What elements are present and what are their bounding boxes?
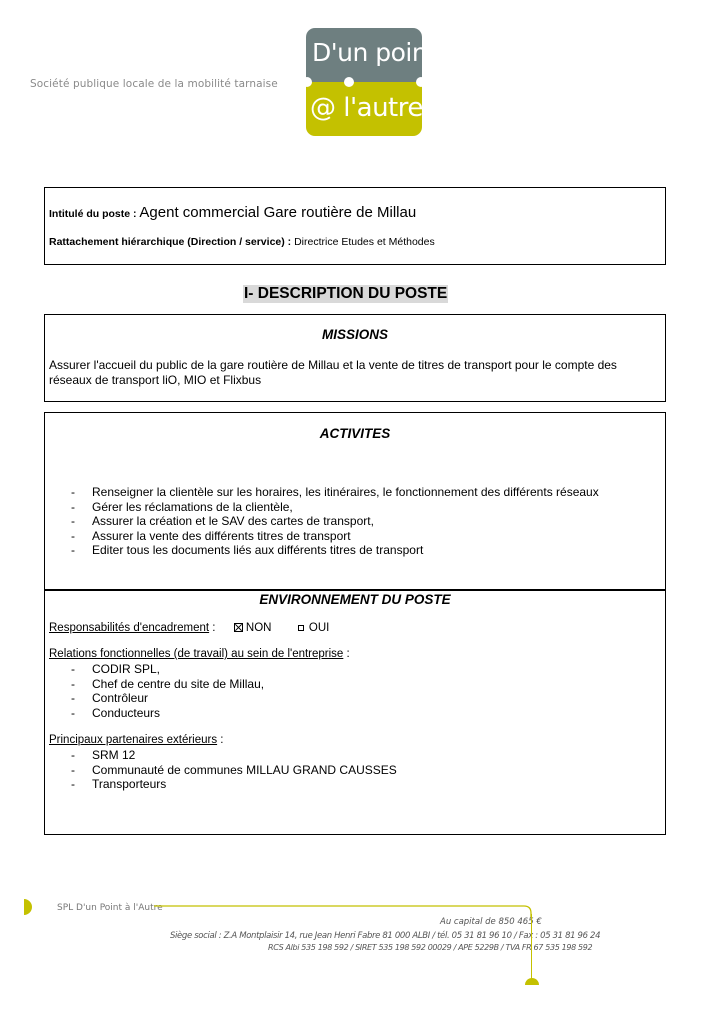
oui-label: OUI (308, 622, 330, 634)
logo-notch-left (302, 77, 312, 87)
relations-heading: Relations fonctionnelles (de travail) au sein de l'entreprise : (49, 648, 350, 660)
footer-vertical-rule (531, 914, 532, 980)
company-logo (306, 28, 437, 136)
job-attachment-label: Rattachement hiérarchique (Direction / service) : (49, 236, 295, 248)
job-attachment-line (49, 236, 435, 248)
list-item: - Transporteurs (71, 777, 167, 792)
list-item: - Editer tous les documents liés aux différents titres de transport (71, 543, 424, 558)
environnement-title: ENVIRONNEMENT DU POSTE (259, 592, 451, 607)
footer-company-name: SPL D'un Point à l'Autre (57, 903, 163, 913)
footer-head-office: Siège social : Z.A Montplaisir 14, rue Jean Henri Fabre 81 000 ALBI / tél. 05 31 81 96 10 / Fax : 05 31 81 96 24 (170, 931, 601, 941)
footer-half-circle-icon (20, 897, 34, 917)
logo-text-line1: D'un point (312, 38, 437, 67)
job-title-line (49, 204, 416, 221)
partners-list (45, 748, 397, 792)
non-label: NON (245, 622, 272, 634)
section-title: I- DESCRIPTION DU POSTE (244, 285, 448, 302)
list-item: - SRM 12 (71, 748, 136, 762)
responsabilites-line: Responsabilités d'encadrement : NON OUI (49, 622, 330, 634)
non-checkbox[interactable] (234, 623, 243, 632)
missions-text: Assurer l'accueil du public de la gare routière de Millau et la vente de titres de transport pour le compte des réseaux de transport liO, MIO et Flixbus (49, 358, 617, 387)
footer-half-dot-icon (525, 977, 539, 985)
footer-rule (34, 904, 534, 918)
list-item: - Chef de centre du site de Millau, (71, 676, 265, 691)
missions-box (44, 314, 666, 402)
list-item: - Communauté de communes MILLAU GRAND CAUSSES (71, 762, 397, 777)
footer-capital: Au capital de 850 465 € (440, 917, 542, 927)
responsabilites-label: Responsabilités d'encadrement (49, 622, 210, 634)
missions-title: MISSIONS (321, 327, 388, 342)
footer-registration: RCS Albi 535 198 592 / SIRET 535 198 592 00029 / APE 5229B / TVA FR 67 535 198 592 (268, 943, 593, 952)
activites-box (44, 412, 666, 591)
activites-title: ACTIVITES (319, 426, 391, 441)
job-title-value: Agent commercial Gare routière de Millau (139, 204, 417, 221)
company-tagline: Société publique locale de la mobilité tarnaise (30, 78, 278, 90)
partners-heading: Principaux partenaires extérieurs : (49, 734, 224, 746)
logo-notch-right (416, 77, 426, 87)
oui-checkbox[interactable] (298, 625, 304, 631)
logo-notch-middle (344, 77, 354, 87)
list-item: - Gérer les réclamations de la clientèle, (71, 499, 293, 514)
environnement-box (44, 589, 666, 835)
job-info-box (44, 187, 666, 265)
relations-list (45, 662, 264, 720)
list-item: - CODIR SPL, (71, 662, 161, 676)
list-item: - Conducteurs (71, 705, 161, 720)
list-item: - Assurer la vente des différents titres de transport (71, 528, 351, 543)
logo-text-line2: @ l'autre (310, 93, 423, 123)
job-attachment-value: Directrice Etudes et Méthodes (294, 236, 435, 248)
list-item: - Contrôleur (71, 691, 149, 706)
activites-list (45, 485, 599, 558)
job-title-label: Intitulé du poste : (49, 208, 140, 220)
list-item: - Assurer la création et le SAV des cartes de transport, (71, 514, 374, 529)
list-item: - Renseigner la clientèle sur les horaires, les itinéraires, le fonctionnement des différents réseaux (71, 485, 599, 499)
